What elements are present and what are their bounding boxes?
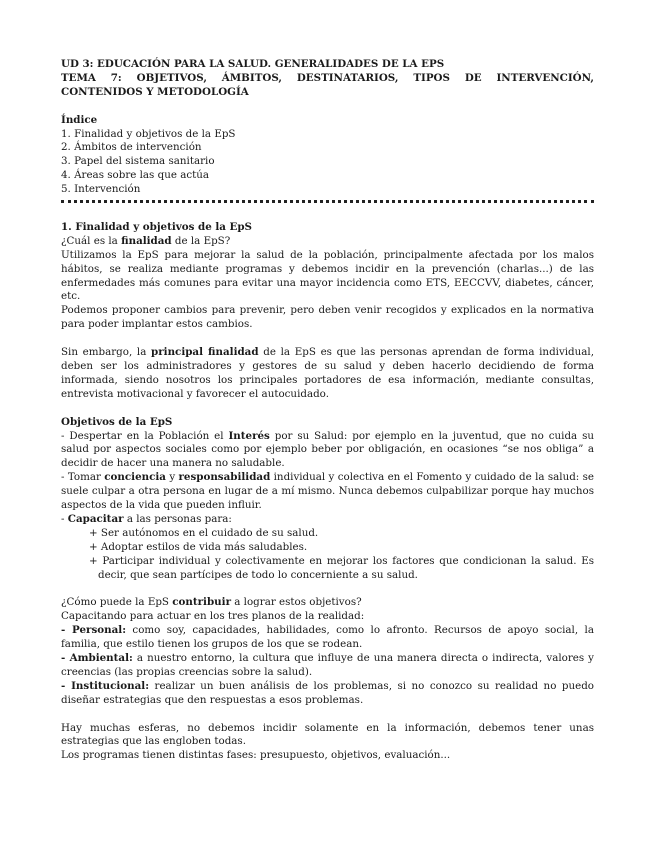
index-item-1: 1. Finalidad y objetivos de la EpS	[61, 127, 236, 140]
plane-personal: - Personal: como soy, capacidades, habilidades, como lo afronto. Recursos de apoyo social, la familia, que estilo tienen los grupos de los que se rodean.	[61, 624, 594, 651]
objective-awareness: - Tomar conciencia y responsabilidad individual y colectiva en el Fomento y cuidado de la salud: se suele culpar a otra persona en lugar de a mí mismo. Nunca debemos culpabilizar porque hay muchos aspectos de la vida que pueden influir.	[61, 471, 594, 512]
contribute-question: ¿Cómo puede la EpS contribuir a lograr estos objetivos?	[61, 596, 362, 609]
plane-institutional: - Institucional: realizar un buen análisis de los problemas, si no conozco su realidad no puedo diseñar estrategias que den respuestas a esos problemas.	[61, 679, 595, 706]
dotted-divider	[61, 200, 594, 203]
plane-environmental: - Ambiental: a nuestro entorno, la cultura que influye de una manera directa o indirecta, valores y creencias (las propias creencias sobre la salud).	[61, 651, 594, 678]
closing-paragraph-spheres: Hay muchas esferas, no debemos incidir solamente en la información, debemos tener unas estrategias que las engloben todas.	[61, 721, 594, 748]
finalidad-question: ¿Cuál es la finalidad de la EpS?	[61, 234, 231, 247]
index-item-3: 3. Papel del sistema sanitario	[61, 155, 215, 168]
bullet-lifestyle: + Adoptar estilos de vida más saludables.	[89, 540, 308, 553]
document-content	[61, 58, 594, 763]
index-item-2: 2. Ámbitos de intervención	[61, 141, 202, 154]
index-item-4: 4. Áreas sobre las que actúa	[61, 169, 210, 182]
paragraph-changes: Podemos proponer cambios para prevenir, pero deben venir recogidos y explicados en la normativa para poder implantar estos cambios.	[61, 304, 594, 331]
unit-title: UD 3: EDUCACIÓN PARA LA SALUD. GENERALIDADES DE LA EPS	[61, 58, 445, 70]
paragraph-eps-use: Utilizamos la EpS para mejorar la salud de la población, principalmente afectada por los malos hábitos, se realiza mediante programas y debemos incidir en la prevención (charlas...) de las enfermedades más comunes para evitar una mayor incidencia como ETS, EECCVV, diabetes, cáncer, etc.	[61, 248, 594, 303]
bullet-autonomy: + Ser autónomos en el cuidado de su salud.	[89, 526, 319, 539]
bullet-participate: + Participar individual y colectivamente en mejorar los factores que condicionan la salud. Es decir, que sean partícipes de todo lo concerniente a su salud.	[89, 554, 594, 581]
objective-enable: - Capacitar a las personas para:	[61, 512, 232, 525]
paragraph-main-purpose: Sin embargo, la principal finalidad de la EpS es que las personas aprendan de forma individual, deben ser los administradores y gestores de su salud y deben hacerlo decidiendo de forma informada, siendo nosotros los principales portadores de esa información, mediante consultas, entrevista motivacional y favorecer el autocuidado.	[61, 346, 594, 400]
contribute-intro: Capacitando para actuar en los tres planos de la realidad:	[61, 610, 365, 623]
objectives-title: Objetivos de la EpS	[61, 415, 173, 428]
index-title: Índice	[61, 113, 98, 126]
index-item-5: 5. Intervención	[61, 183, 141, 196]
topic-title: TEMA 7: OBJETIVOS, ÁMBITOS, DESTINATARIOS, TIPOS DE INTERVENCIÓN, CONTENIDOS Y METODOLOGÍA	[61, 71, 594, 98]
section1-title: 1. Finalidad y objetivos de la EpS	[61, 220, 252, 233]
objective-interest: - Despertar en la Población el Interés por su Salud: por ejemplo en la juventud, que no cuida su salud por aspectos sociales como por ejemplo beber por obligación, en ocasiones “se nos obliga” a decidir de hacer una manera no saludable.	[61, 429, 594, 470]
closing-paragraph-phases: Los programas tienen distintas fases: presupuesto, objetivos, evaluación...	[61, 749, 451, 762]
